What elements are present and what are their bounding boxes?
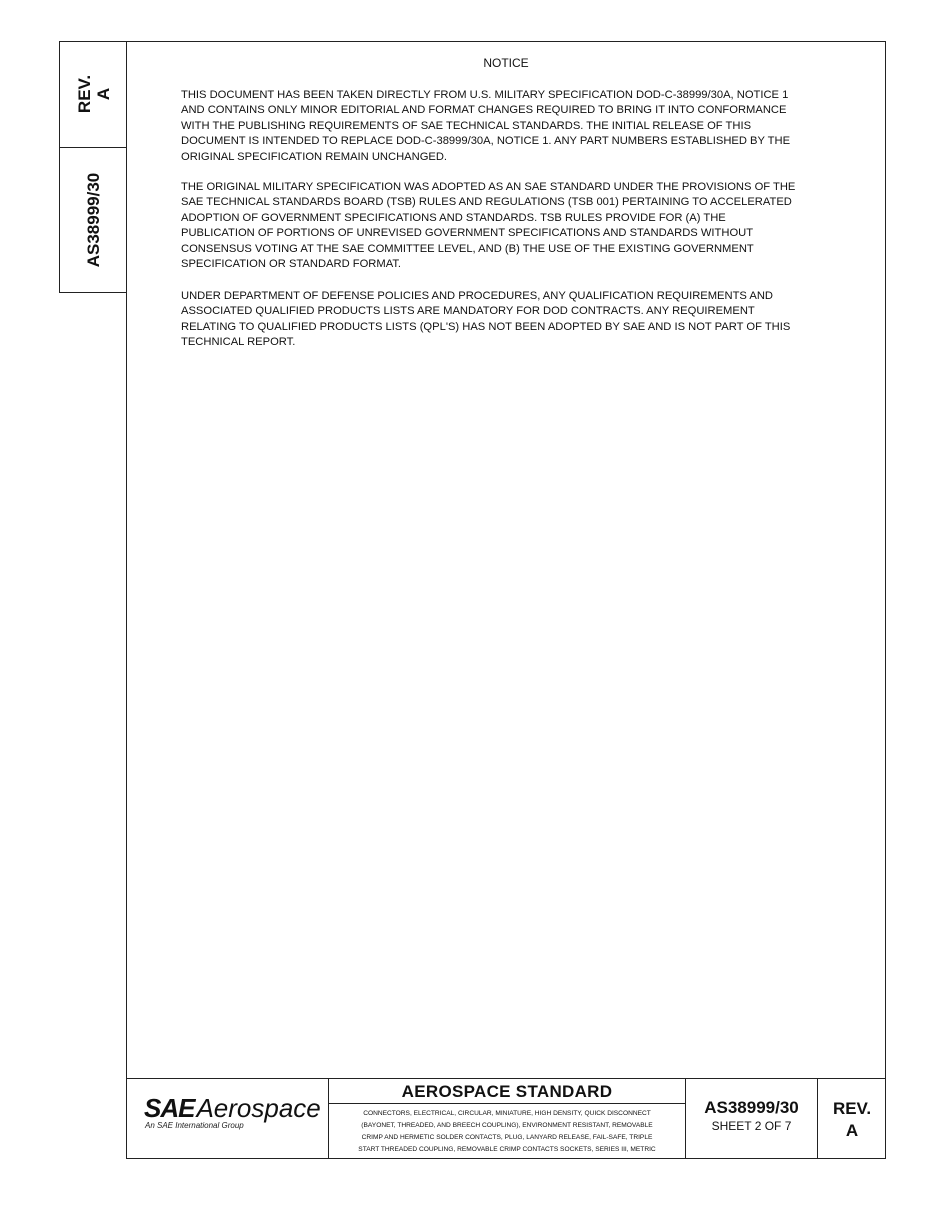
- notice-paragraph-2: THE ORIGINAL MILITARY SPECIFICATION WAS ADOPTED AS AN SAE STANDARD UNDER THE PROVISIONS OF THE SAE TECHNICAL STANDARDS BOARD (TSB) RULES AND REGULATIONS (TSB 001) PERTAINING TO ACCELERATED ADOPTION OF GOVERNMENT SPECIFICATIONS AND STANDARDS. TSB RULES PROVIDE FOR (A) THE PUBLICATION OF PORTIONS OF UNREVISED GOVERNMENT SPECIFICATIONS AND STANDARDS WITHOUT CONSENSUS VOTING AT THE SAE COMMITTEE LEVEL, AND (B) THE USE OF THE EXISTING GOVERNMENT SPECIFICATION OR STANDARD FORMAT.: [181, 181, 796, 271]
- logo-sae-text: SAE: [144, 1093, 195, 1123]
- standard-title: AEROSPACE STANDARD: [401, 1082, 613, 1101]
- side-rev-value: A: [94, 87, 113, 101]
- side-tab-divider: [60, 147, 127, 148]
- side-rev-block: [75, 75, 113, 113]
- title-block: [126, 1078, 886, 1159]
- notice-paragraph-1: THIS DOCUMENT HAS BEEN TAKEN DIRECTLY FROM U.S. MILITARY SPECIFICATION DOD-C-38999/30A, NOTICE 1 AND CONTAINS ONLY MINOR EDITORIAL AND FORMAT CHANGES REQUIRED TO BRING IT INTO CONFORMANCE WITH THE PUBLISHING REQUIREMENTS OF SAE TECHNICAL STANDARDS. THE INITIAL RELEASE OF THIS DOCUMENT IS INTENDED TO REPLACE DOD-C-38999/30A, NOTICE 1. ANY PART NUMBERS ESTABLISHED BY THE ORIGINAL SPECIFICATION REMAIN UNCHANGED.: [181, 89, 791, 163]
- sheet-number: SHEET 2 OF 7: [711, 1119, 792, 1133]
- revision-cell: [817, 1079, 886, 1159]
- logo-subtitle: An SAE International Group: [145, 1121, 244, 1130]
- revision-value: A: [845, 1121, 859, 1140]
- standard-title-rule: [329, 1103, 685, 1104]
- side-doc-number: AS38999/30: [84, 172, 103, 268]
- logo-aerospace-text: Aerospace: [196, 1093, 321, 1123]
- standard-title-cell: [328, 1079, 685, 1159]
- doc-number: AS38999/30: [704, 1098, 799, 1117]
- side-rev-label: REV.: [75, 74, 94, 114]
- standard-description: CONNECTORS, ELECTRICAL, CIRCULAR, MINIATURE, HIGH DENSITY, QUICK DISCONNECT (BAYONET, THREADED, AND BREECH COUPLING), ENVIRONMENT RESISTANT, REMOVABLE CRIMP AND HERMETIC SOLDER CONTACTS, PLUG, LANYARD RELEASE, FAIL-SAFE, TRIPLE START THREADED COUPLING, REMOVABLE CRIMP CONTACTS SOCKETS, SERIES III, METRIC: [358, 1110, 656, 1153]
- doc-number-cell: [685, 1079, 817, 1159]
- revision-label: REV.: [832, 1099, 872, 1118]
- notice-title: NOTICE: [483, 56, 529, 70]
- sae-aerospace-logo: [144, 1093, 321, 1124]
- logo-cell: [126, 1079, 328, 1159]
- revision-block: [818, 1098, 886, 1142]
- side-tab: [59, 41, 127, 293]
- notice-paragraph-3: UNDER DEPARTMENT OF DEFENSE POLICIES AND PROCEDURES, ANY QUALIFICATION REQUIREMENTS AND ASSOCIATED QUALIFIED PRODUCTS LISTS ARE MANDATORY FOR DOD CONTRACTS. ANY REQUIREMENT RELATING TO QUALIFIED PRODUCTS LISTS (QPL'S) HAS NOT BEEN ADOPTED BY SAE AND IS NOT PART OF THIS TECHNICAL REPORT.: [181, 290, 791, 349]
